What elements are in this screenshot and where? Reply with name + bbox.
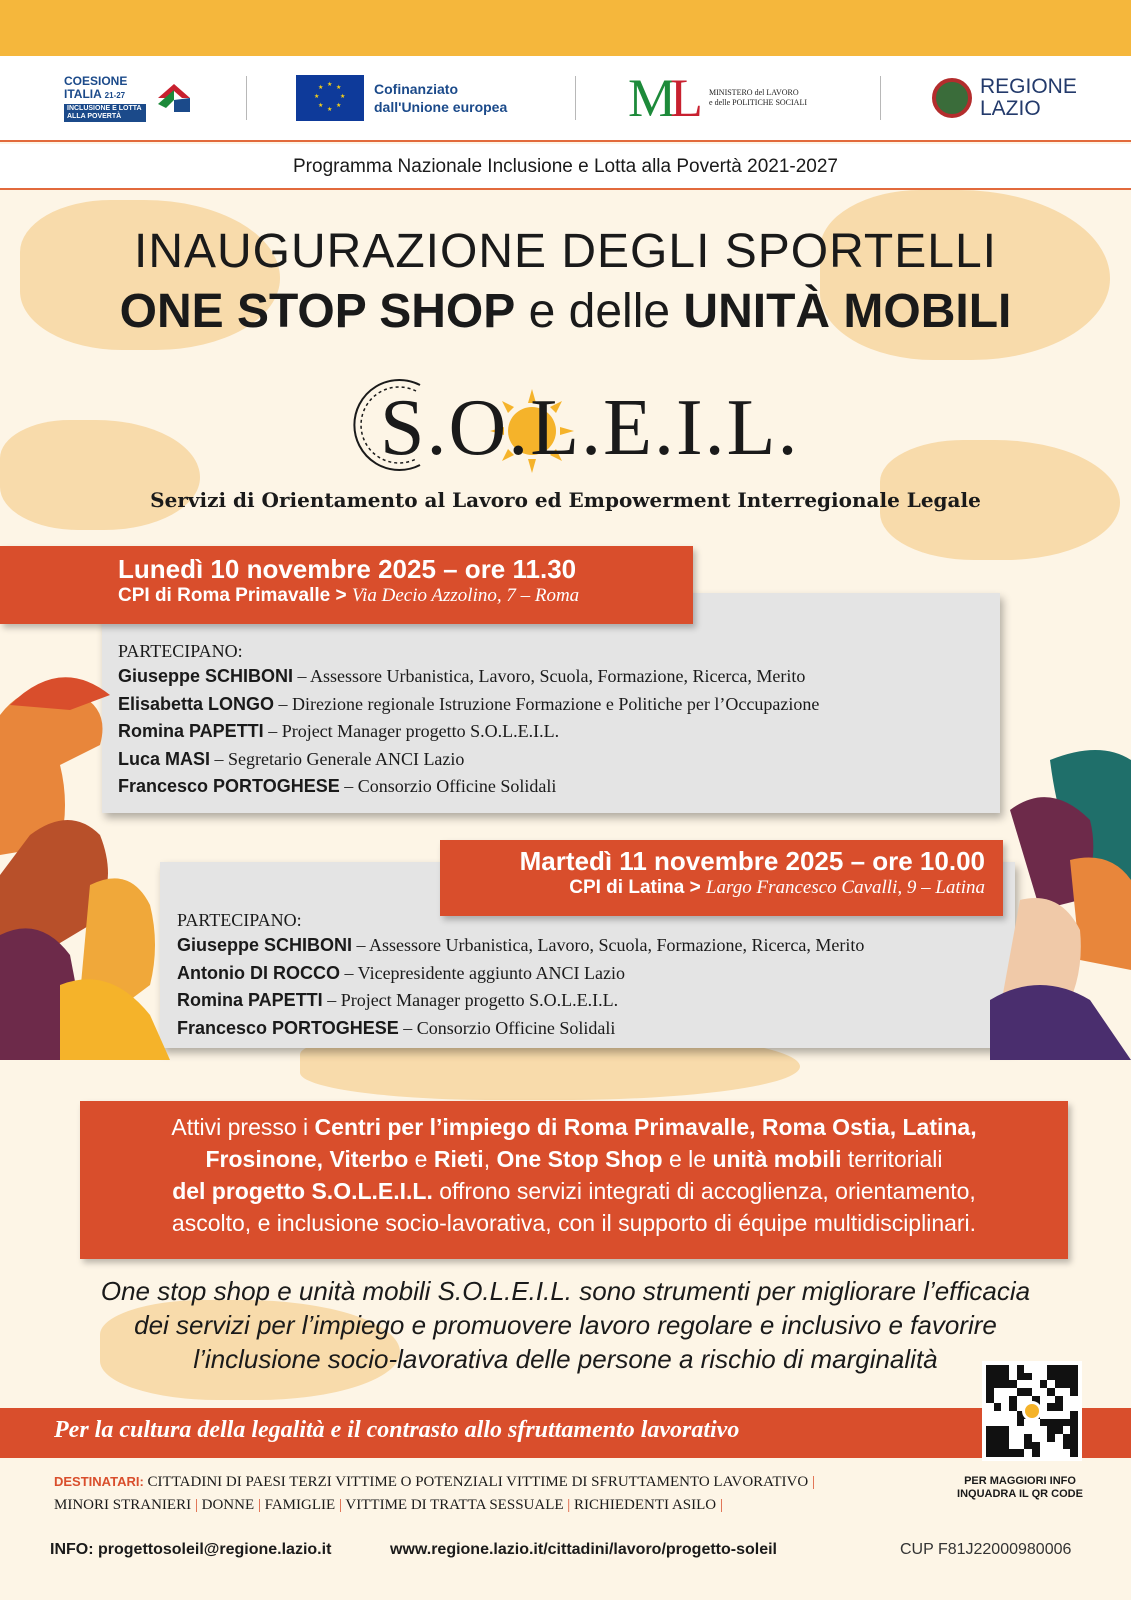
services-bold: Frosinone, Viterbo xyxy=(205,1146,409,1172)
qr-module xyxy=(1063,1411,1071,1419)
qr-module xyxy=(1063,1403,1071,1411)
participant-row xyxy=(177,1015,864,1043)
qr-module xyxy=(1047,1419,1055,1427)
participant-row xyxy=(177,960,864,988)
qr-module xyxy=(994,1449,1002,1457)
lazio-shield-icon xyxy=(932,78,972,118)
logo-separator xyxy=(880,76,881,120)
qr-module xyxy=(1063,1380,1071,1388)
qr-module xyxy=(1009,1396,1017,1404)
services-line1 xyxy=(80,1111,1068,1143)
eu-line2: dall'Unione europea xyxy=(374,99,508,115)
qr-module xyxy=(1063,1426,1071,1434)
qr-module xyxy=(986,1434,994,1442)
recipients-main: CITTADINI DI PAESI TERZI VITTIME O POTENZIALI VITTIME DI SFRUTTAMENTO LAVORATIVO xyxy=(143,1474,809,1490)
qr-module xyxy=(1070,1449,1078,1457)
services-line3 xyxy=(80,1175,1068,1207)
qr-module xyxy=(986,1388,994,1396)
legality-slogan-band xyxy=(0,1408,1131,1458)
qr-module xyxy=(1047,1373,1055,1381)
legality-slogan: Per la cultura della legalità e il contrasto allo sfruttamento lavorativo xyxy=(54,1417,740,1443)
participant-row xyxy=(118,773,819,801)
qr-module xyxy=(986,1365,994,1373)
participant-name: Giuseppe SCHIBONI xyxy=(118,666,294,686)
qr-module xyxy=(1047,1388,1055,1396)
qr-module xyxy=(994,1388,1002,1396)
qr-module xyxy=(994,1426,1002,1434)
qr-module xyxy=(1070,1396,1078,1404)
participant-role: – Segretario Generale ANCI Lazio xyxy=(210,748,465,769)
services-bold: Rieti xyxy=(433,1146,484,1172)
qr-module xyxy=(1024,1449,1032,1457)
qr-module xyxy=(1055,1442,1063,1450)
regione-line1: REGIONE xyxy=(980,75,1077,98)
event-2-address: Largo Francesco Cavalli, 9 – Latina xyxy=(705,877,985,898)
coesione-line2: ITALIA xyxy=(64,86,102,101)
ministero-line2: e delle POLITICHE SOCIALI xyxy=(709,98,807,107)
qr-sun-icon xyxy=(1022,1401,1042,1421)
separator-bar: | xyxy=(194,1497,198,1513)
qr-module xyxy=(1009,1426,1017,1434)
qr-module xyxy=(1063,1373,1071,1381)
participant-name: Francesco PORTOGHESE xyxy=(177,1017,399,1038)
qr-module xyxy=(994,1434,1002,1442)
coesione-italia-logo xyxy=(64,68,214,128)
qr-module xyxy=(1070,1419,1078,1427)
services-bold: del progetto S.O.L.E.I.L. xyxy=(172,1178,433,1204)
qr-module xyxy=(1017,1426,1025,1434)
qr-module xyxy=(1040,1396,1048,1404)
qr-module xyxy=(1070,1426,1078,1434)
recipients-line2 xyxy=(54,1494,934,1517)
qr-module xyxy=(1055,1388,1063,1396)
qr-module xyxy=(1063,1434,1071,1442)
separator-bar: | xyxy=(719,1497,723,1513)
logo-separator xyxy=(246,76,247,120)
qr-module xyxy=(1063,1449,1071,1457)
recipients-line1 xyxy=(54,1470,934,1494)
headline-unita-mobili: UNITÀ MOBILI xyxy=(683,285,1012,338)
event-2-venue xyxy=(440,877,985,899)
qr-module xyxy=(1040,1434,1048,1442)
qr-module xyxy=(1024,1388,1032,1396)
qr-module xyxy=(1001,1426,1009,1434)
participant-role: – Consorzio Officine Solidali xyxy=(339,776,557,796)
recipient-item: DONNE xyxy=(201,1497,255,1513)
recipient-item: VITTIME DI TRATTA SESSUALE xyxy=(345,1497,564,1513)
qr-module xyxy=(1032,1442,1040,1450)
ml-monogram-icon: ML xyxy=(628,68,698,128)
qr-module xyxy=(1040,1373,1048,1381)
event-1-date-box xyxy=(0,546,693,624)
qr-module xyxy=(1047,1396,1055,1404)
qr-module xyxy=(1009,1388,1017,1396)
services-text: offrono servizi integrati di accoglienza, orientamento, xyxy=(432,1178,976,1204)
event-1-address: Via Decio Azzolino, 7 – Roma xyxy=(351,585,580,606)
participant-role: – Consorzio Officine Solidali xyxy=(398,1017,616,1038)
participant-role: – Project Manager progetto S.O.L.E.I.L. xyxy=(322,990,619,1010)
qr-module xyxy=(1032,1373,1040,1381)
logo-bar xyxy=(0,56,1131,142)
headline-line2 xyxy=(0,284,1131,339)
ministero-line1: MINISTERO del LAVORO xyxy=(709,88,799,97)
participant-name: Francesco PORTOGHESE xyxy=(118,776,340,796)
participant-name: Giuseppe SCHIBONI xyxy=(177,935,353,955)
qr-module xyxy=(986,1403,994,1411)
qr-module xyxy=(1017,1442,1025,1450)
participant-role: – Direzione regionale Istruzione Formazione e Politiche per l’Occupazione xyxy=(274,693,820,714)
qr-module xyxy=(1070,1442,1078,1450)
eu-flag-icon: ★ ★ ★ ★ ★ ★ ★ ★ xyxy=(296,75,364,121)
qr-module xyxy=(1070,1434,1078,1442)
recipients-label: DESTINATARI: xyxy=(54,1474,144,1489)
participant-row xyxy=(177,987,864,1015)
qr-module xyxy=(1009,1380,1017,1388)
participant-role: – Assessore Urbanistica, Lavoro, Scuola, Formazione, Ricerca, Merito xyxy=(293,666,806,686)
qr-module xyxy=(1040,1426,1048,1434)
headline-line1: INAUGURAZIONE DEGLI SPORTELLI xyxy=(134,225,997,278)
qr-module xyxy=(1047,1380,1055,1388)
qr-module xyxy=(1055,1403,1063,1411)
qr-module xyxy=(994,1442,1002,1450)
qr-module xyxy=(1017,1449,1025,1457)
participant-name: Antonio DI ROCCO xyxy=(177,962,340,983)
qr-module xyxy=(1063,1365,1071,1373)
recipient-item: RICHIEDENTI ASILO xyxy=(574,1497,717,1513)
qr-module xyxy=(994,1396,1002,1404)
qr-module xyxy=(994,1373,1002,1381)
headline-one-stop-shop: ONE STOP SHOP xyxy=(119,285,516,338)
services-line2 xyxy=(80,1143,1068,1175)
separator-bar: | xyxy=(811,1474,815,1490)
participant-row xyxy=(118,718,819,746)
qr-module xyxy=(1055,1419,1063,1427)
qr-module xyxy=(1001,1434,1009,1442)
qr-module xyxy=(1055,1411,1063,1419)
qr-module xyxy=(1001,1419,1009,1427)
footer-website-link[interactable]: www.regione.lazio.it/cittadini/lavoro/progetto-soleil xyxy=(390,1541,777,1558)
qr-module xyxy=(1017,1396,1025,1404)
qr-module xyxy=(1047,1365,1055,1373)
recipient-item: FAMIGLIE xyxy=(264,1497,336,1513)
event-1-venue-name: CPI di Roma Primavalle > xyxy=(118,585,347,606)
qr-module xyxy=(1032,1365,1040,1373)
qr-module xyxy=(1047,1403,1055,1411)
coesione-sub: INCLUSIONE E LOTTA ALLA POVERTÀ xyxy=(64,104,146,122)
qr-module xyxy=(1055,1449,1063,1457)
qr-module xyxy=(1001,1396,1009,1404)
qr-module xyxy=(1055,1396,1063,1404)
qr-module xyxy=(1009,1365,1017,1373)
qr-module xyxy=(994,1403,1002,1411)
qr-module xyxy=(1001,1442,1009,1450)
qr-module xyxy=(994,1419,1002,1427)
soleil-wordmark: S.O.L.E.I.L. xyxy=(380,384,800,472)
participant-row xyxy=(118,663,819,691)
qr-module xyxy=(986,1396,994,1404)
event-1-venue xyxy=(118,585,693,607)
coesione-arrow-icon xyxy=(152,78,196,118)
footer-cup-code: CUP F81J22000980006 xyxy=(900,1541,1072,1558)
qr-info-line1: PER MAGGIORI INFO xyxy=(964,1475,1076,1487)
services-line4: ascolto, e inclusione socio-lavorativa, con il supporto di équipe multidisciplinari. xyxy=(171,1210,977,1236)
qr-module xyxy=(1063,1388,1071,1396)
people-illustration-right xyxy=(990,740,1131,1060)
participant-name: Luca MASI xyxy=(118,748,211,769)
footer-info-email[interactable]: INFO: progettosoleil@regione.lazio.it xyxy=(50,1541,332,1558)
qr-module xyxy=(1017,1380,1025,1388)
qr-module xyxy=(1017,1388,1025,1396)
qr-module xyxy=(1009,1419,1017,1427)
qr-module xyxy=(986,1449,994,1457)
qr-module xyxy=(1024,1442,1032,1450)
separator-bar: | xyxy=(567,1497,571,1513)
qr-info-line2: INQUADRA IL QR CODE xyxy=(957,1488,1083,1500)
mission-line2: dei servizi per l’impiego e promuovere lavoro regolare e inclusivo e favorire xyxy=(134,1310,997,1340)
participant-role: – Assessore Urbanistica, Lavoro, Scuola, Formazione, Ricerca, Merito xyxy=(352,935,865,955)
services-text: , xyxy=(483,1146,497,1172)
qr-module xyxy=(1047,1449,1055,1457)
qr-module xyxy=(1055,1426,1063,1434)
qr-module xyxy=(1070,1388,1078,1396)
services-bold: One Stop Shop xyxy=(496,1146,663,1172)
qr-module xyxy=(994,1365,1002,1373)
qr-module xyxy=(1009,1411,1017,1419)
qr-module xyxy=(1047,1426,1055,1434)
qr-module xyxy=(1070,1380,1078,1388)
coesione-years: 21-27 xyxy=(104,90,126,100)
services-text: Attivi presso i xyxy=(171,1114,315,1140)
participant-row xyxy=(177,932,864,960)
regione-lazio-logo xyxy=(932,68,1092,128)
qr-module xyxy=(1024,1365,1032,1373)
qr-module xyxy=(1055,1373,1063,1381)
qr-module xyxy=(1032,1380,1040,1388)
qr-module xyxy=(1040,1388,1048,1396)
qr-module xyxy=(1009,1449,1017,1457)
qr-module xyxy=(994,1411,1002,1419)
qr-module xyxy=(1024,1380,1032,1388)
qr-module xyxy=(1040,1442,1048,1450)
participant-name: Elisabetta LONGO xyxy=(118,693,275,714)
mission-line1: One stop shop e unità mobili S.O.L.E.I.L. sono strumenti per migliorare l’efficacia xyxy=(100,1276,1031,1306)
services-text: e xyxy=(408,1146,434,1172)
services-text: e le xyxy=(662,1146,713,1172)
separator-bar: | xyxy=(257,1497,261,1513)
services-info-box xyxy=(80,1101,1068,1259)
mission-statement xyxy=(0,1274,1131,1376)
qr-module xyxy=(1024,1434,1032,1442)
qr-module xyxy=(986,1442,994,1450)
soleil-logo xyxy=(340,375,800,475)
services-bold: unità mobili xyxy=(712,1146,842,1172)
qr-module xyxy=(994,1380,1002,1388)
participant-name: Romina PAPETTI xyxy=(118,721,264,741)
separator-bar: | xyxy=(338,1497,342,1513)
qr-module xyxy=(1070,1373,1078,1381)
qr-module xyxy=(1040,1380,1048,1388)
eu-line1: Cofinanziato xyxy=(374,81,458,97)
event-1-date: Lunedì 10 novembre 2025 – ore 11.30 xyxy=(118,554,577,584)
qr-module xyxy=(1009,1403,1017,1411)
qr-module xyxy=(1063,1442,1071,1450)
participants-label: PARTECIPANO: xyxy=(177,910,302,930)
qr-module xyxy=(1017,1373,1025,1381)
qr-module xyxy=(1001,1373,1009,1381)
qr-module xyxy=(1047,1411,1055,1419)
qr-module xyxy=(1032,1388,1040,1396)
qr-module xyxy=(1047,1442,1055,1450)
qr-module xyxy=(1009,1434,1017,1442)
qr-module xyxy=(1070,1403,1078,1411)
qr-module xyxy=(986,1419,994,1427)
qr-module xyxy=(1001,1365,1009,1373)
services-bold: Centri per l’impiego di Roma Primavalle, Roma Ostia, Latina, xyxy=(314,1114,977,1140)
participant-row xyxy=(118,746,819,774)
eu-cofunded-logo xyxy=(296,68,536,128)
soleil-tagline: Servizi di Orientamento al Lavoro ed Empowerment Interregionale Legale xyxy=(150,488,981,512)
qr-module xyxy=(1040,1419,1048,1427)
qr-module xyxy=(1009,1373,1017,1381)
qr-module xyxy=(1001,1403,1009,1411)
qr-module xyxy=(1063,1396,1071,1404)
participant-row xyxy=(118,691,819,719)
qr-module xyxy=(1001,1411,1009,1419)
participant-role: – Project Manager progetto S.O.L.E.I.L. xyxy=(263,721,560,741)
qr-module xyxy=(986,1373,994,1381)
qr-module xyxy=(1017,1365,1025,1373)
participant-name: Romina PAPETTI xyxy=(177,990,323,1010)
qr-module xyxy=(1017,1419,1025,1427)
event-2-date-box xyxy=(440,840,1003,916)
qr-module xyxy=(1070,1365,1078,1373)
programme-title: Programma Nazionale Inclusione e Lotta alla Povertà 2021-2027 xyxy=(0,144,1131,190)
qr-module xyxy=(1032,1434,1040,1442)
qr-module xyxy=(1047,1434,1055,1442)
recipient-item: MINORI STRANIERI xyxy=(54,1497,192,1513)
qr-module xyxy=(1040,1365,1048,1373)
qr-module xyxy=(1055,1365,1063,1373)
ministero-lavoro-logo xyxy=(628,68,858,128)
qr-module xyxy=(1032,1449,1040,1457)
logo-separator xyxy=(575,76,576,120)
background-splash xyxy=(0,420,200,530)
qr-module xyxy=(986,1411,994,1419)
qr-module xyxy=(1001,1449,1009,1457)
qr-module xyxy=(1055,1380,1063,1388)
recipients-block xyxy=(54,1470,934,1517)
qr-code[interactable] xyxy=(982,1361,1082,1461)
qr-module xyxy=(1017,1434,1025,1442)
qr-module xyxy=(1009,1442,1017,1450)
qr-module xyxy=(1040,1449,1048,1457)
qr-module xyxy=(1070,1411,1078,1419)
mission-line3: l’inclusione socio-lavorativa delle persone a rischio di marginalità xyxy=(193,1344,938,1374)
qr-module xyxy=(1001,1388,1009,1396)
top-color-bar xyxy=(0,0,1131,56)
qr-module xyxy=(1001,1380,1009,1388)
event-2-venue-name: CPI di Latina > xyxy=(569,877,701,898)
participant-role: – Vicepresidente aggiunto ANCI Lazio xyxy=(339,962,625,983)
qr-module xyxy=(986,1426,994,1434)
qr-module xyxy=(986,1380,994,1388)
qr-module xyxy=(1024,1426,1032,1434)
qr-module xyxy=(1032,1426,1040,1434)
services-text: territoriali xyxy=(841,1146,943,1172)
qr-instructions xyxy=(950,1475,1090,1501)
event-1-participants-panel xyxy=(102,593,1000,813)
qr-module xyxy=(1055,1434,1063,1442)
qr-module xyxy=(1024,1373,1032,1381)
footer xyxy=(0,1535,1131,1565)
participants-label: PARTECIPANO: xyxy=(118,641,243,661)
qr-module xyxy=(1063,1419,1071,1427)
regione-line2: LAZIO xyxy=(980,97,1041,120)
coesione-line1: COESIONE xyxy=(64,73,128,88)
people-illustration-left xyxy=(0,655,170,1060)
headline-connector: e delle xyxy=(515,285,684,338)
event-2-date: Martedì 11 novembre 2025 – ore 10.00 xyxy=(519,846,985,876)
